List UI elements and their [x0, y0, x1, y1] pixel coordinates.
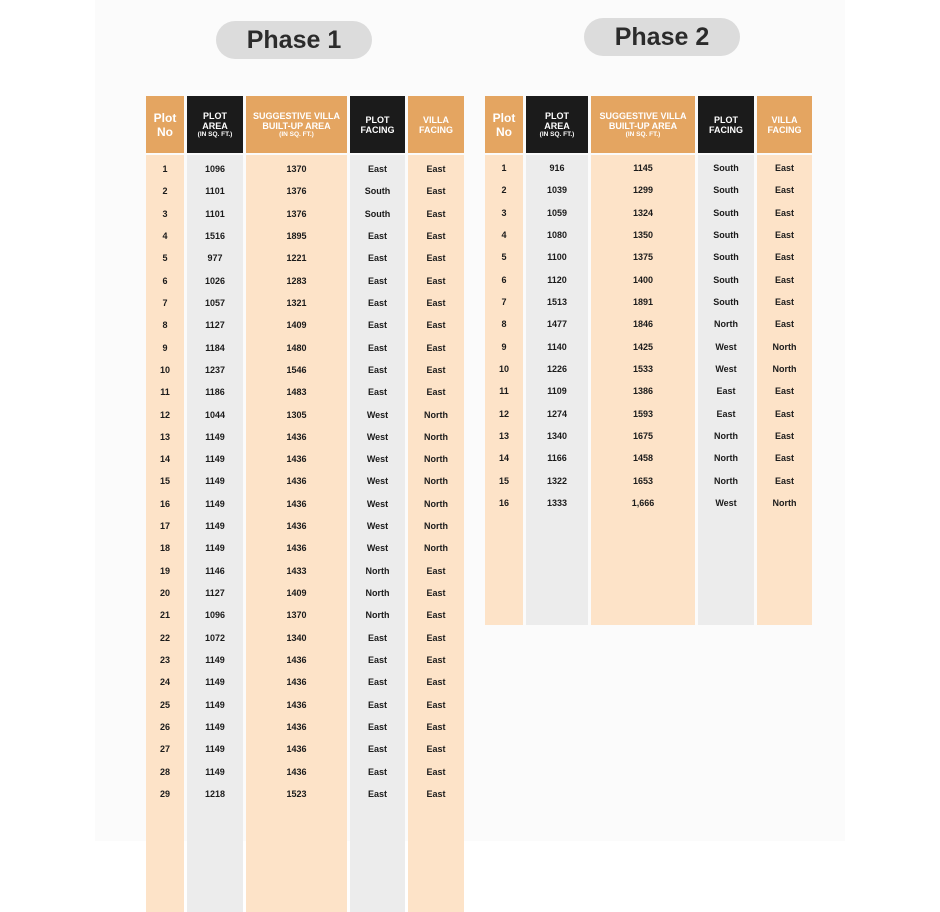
table-cell: East: [426, 320, 446, 331]
table-cell: South: [713, 185, 739, 196]
table-cell: 15: [498, 475, 509, 486]
table-cell: 22: [159, 632, 170, 643]
table-cell: 27: [159, 744, 170, 755]
table-cell: 1350: [632, 229, 654, 240]
phase2-col-plot-no: [485, 96, 523, 625]
table-cell: East: [367, 253, 387, 264]
table-cell: 1436: [286, 476, 307, 487]
table-cell: 1166: [547, 453, 567, 464]
table-cell: East: [426, 387, 446, 398]
table-cell: East: [774, 408, 794, 419]
table-cell: 1127: [205, 320, 225, 331]
phase1-header-villa-area: [246, 96, 347, 153]
table-cell: North: [714, 475, 738, 486]
table-cell: 1436: [286, 655, 307, 666]
table-cell: 1321: [286, 297, 307, 308]
table-cell: 1072: [204, 632, 226, 643]
table-cell: East: [367, 275, 387, 286]
table-cell: West: [715, 341, 737, 352]
table-cell: 1145: [633, 163, 653, 173]
table-cell: North: [424, 476, 448, 487]
table-cell: 1436: [286, 766, 307, 777]
table-cell: East: [426, 230, 446, 241]
table-cell: East: [367, 632, 387, 643]
table-cell: 1409: [286, 588, 307, 599]
header-line: Plot: [492, 110, 516, 125]
table-cell: 20: [159, 588, 170, 599]
table-cell: 1846: [632, 319, 654, 330]
table-cell: 1340: [286, 632, 307, 643]
table-cell: 1305: [286, 409, 307, 420]
table-cell: 13: [498, 430, 509, 441]
table-cell: 916: [549, 163, 565, 173]
table-cell: East: [367, 744, 387, 755]
table-cell: 1436: [286, 722, 307, 732]
table-cell: West: [366, 498, 389, 509]
table-cell: South: [713, 252, 739, 263]
table-cell: West: [715, 363, 737, 374]
table-cell: 19: [159, 565, 170, 576]
table-cell: West: [715, 497, 737, 508]
table-cell: 1436: [286, 699, 307, 710]
table-cell: East: [426, 744, 446, 755]
header-line: PLOT: [714, 114, 738, 125]
table-cell: 1149: [205, 677, 225, 688]
table-cell: 14: [159, 454, 170, 465]
table-cell: 1109: [547, 386, 567, 397]
table-cell: 1400: [632, 274, 654, 285]
table-cell: 1221: [286, 253, 307, 264]
phase1-col-plot-facing: [350, 96, 405, 912]
phase2-header-plot-area: [526, 96, 588, 153]
table-cell: 1274: [546, 408, 568, 419]
table-cell: East: [426, 208, 446, 219]
table-cell: East: [774, 430, 794, 441]
header-line: PLOT: [365, 114, 390, 125]
header-unit: (IN SQ. FT.): [539, 130, 575, 138]
table-cell: East: [367, 164, 387, 174]
table-cell: 1149: [205, 476, 225, 487]
table-cell: North: [772, 363, 797, 374]
table-cell: North: [714, 453, 738, 464]
table-cell: 1101: [205, 208, 225, 219]
table-cell: East: [367, 387, 387, 398]
table-cell: 1436: [286, 498, 307, 509]
table-cell: 1,666: [631, 497, 655, 508]
table-cell: West: [366, 476, 389, 487]
table-cell: 1376: [286, 208, 307, 219]
table-cell: 1226: [546, 363, 568, 374]
table-cell: 1237: [204, 364, 226, 375]
table-cell: 1322: [546, 475, 568, 486]
table-cell: 6: [162, 275, 168, 286]
table-cell: 1483: [286, 387, 307, 398]
table-cell: 1477: [546, 319, 568, 330]
table-cell: North: [365, 588, 390, 599]
phase2-header-villa-facing: [757, 96, 812, 153]
table-cell: North: [424, 543, 448, 554]
table-cell: East: [367, 788, 387, 799]
table-cell: East: [426, 253, 446, 264]
table-cell: 1120: [547, 274, 567, 285]
table-cell: 1433: [286, 565, 307, 576]
table-cell: East: [426, 297, 446, 308]
header-line: AREA: [202, 120, 228, 131]
table-cell: 8: [162, 320, 168, 331]
table-cell: North: [365, 610, 390, 621]
table-cell: 6: [501, 274, 507, 285]
table-cell: 1523: [286, 788, 307, 799]
table-cell: East: [426, 766, 446, 777]
table-cell: 7: [162, 297, 168, 308]
table-cell: East: [774, 274, 794, 285]
table-cell: 1096: [204, 610, 226, 621]
table-cell: 3: [162, 208, 168, 219]
phase1-col-plot-area: [187, 96, 243, 912]
header-line: BUILT-UP AREA: [608, 120, 678, 131]
table-cell: South: [713, 296, 739, 307]
table-cell: East: [426, 588, 446, 599]
phase2-col-villa-facing: [757, 96, 812, 625]
table-cell: 1386: [632, 386, 654, 397]
table-cell: East: [716, 408, 736, 419]
table-cell: North: [424, 431, 448, 442]
phase1-title: Phase 1: [216, 21, 372, 59]
table-cell: 1149: [205, 454, 225, 465]
header-line: FACING: [767, 124, 802, 135]
table-cell: East: [367, 722, 387, 732]
table-cell: 1149: [205, 699, 225, 710]
table-cell: East: [367, 230, 387, 241]
table-cell: East: [426, 699, 446, 710]
table-cell: North: [772, 341, 797, 352]
header-line: No: [157, 124, 173, 139]
table-cell: 5: [501, 252, 507, 263]
table-cell: 16: [159, 498, 170, 509]
table-cell: East: [426, 565, 446, 576]
table-cell: East: [774, 163, 794, 173]
table-cell: South: [713, 274, 739, 285]
table-cell: East: [774, 252, 794, 263]
table-cell: East: [367, 677, 387, 688]
table-cell: 23: [159, 655, 170, 666]
table-cell: 1425: [632, 341, 654, 352]
table-cell: East: [367, 699, 387, 710]
header-unit: (IN SQ. FT.): [279, 130, 314, 138]
table-cell: 1436: [286, 744, 307, 755]
table-cell: 1436: [286, 543, 307, 554]
table-cell: East: [774, 386, 794, 397]
phase1-header-plot-no: [146, 96, 184, 153]
table-cell: East: [426, 186, 446, 197]
table-cell: 12: [159, 409, 170, 420]
table-cell: South: [713, 207, 739, 218]
header-line: BUILT-UP AREA: [262, 120, 331, 131]
table-cell: 1149: [205, 498, 225, 509]
phase1-header-villa-facing: [408, 96, 464, 153]
phase2-header-plot-facing: [698, 96, 754, 153]
table-cell: 1149: [205, 431, 225, 442]
table-cell: 1283: [286, 275, 307, 286]
table-cell: East: [426, 677, 446, 688]
table-cell: 1409: [286, 320, 307, 331]
table-cell: 1186: [205, 387, 225, 398]
table-cell: 1370: [286, 610, 307, 621]
table-cell: 9: [501, 341, 507, 352]
table-cell: North: [424, 409, 448, 420]
table-cell: East: [367, 655, 387, 666]
phase2-col-plot-area: [526, 96, 588, 625]
table-cell: 1100: [547, 252, 567, 263]
table-cell: 1149: [205, 766, 225, 777]
table-cell: 1059: [546, 207, 568, 218]
table-cell: 1: [501, 163, 507, 173]
table-cell: East: [716, 386, 736, 397]
table-cell: 29: [159, 788, 170, 799]
phase2-col-plot-facing: [698, 96, 754, 625]
phase1-header-plot-area: [187, 96, 243, 153]
table-cell: 15: [159, 476, 170, 487]
table-cell: East: [426, 655, 446, 666]
table-cell: 9: [162, 342, 168, 353]
table-cell: East: [774, 185, 794, 196]
table-cell: 1533: [632, 363, 654, 374]
phase2-col-villa-area: [591, 96, 695, 625]
header-line: VILLA: [423, 114, 449, 125]
table-cell: 1149: [205, 655, 225, 666]
table-cell: 25: [159, 699, 170, 710]
table-cell: 4: [162, 230, 168, 241]
table-cell: 1140: [547, 341, 567, 352]
phase1-col-villa-area: [246, 96, 347, 912]
table-cell: 1096: [204, 164, 226, 174]
table-cell: East: [774, 229, 794, 240]
table-cell: 1370: [286, 164, 307, 174]
table-cell: South: [364, 186, 391, 197]
table-cell: 1675: [632, 430, 654, 441]
table-cell: East: [367, 320, 387, 331]
table-cell: 1146: [205, 565, 225, 576]
phase1-col-plot-no: [146, 96, 184, 912]
table-cell: 1324: [632, 207, 654, 218]
table-cell: 1480: [286, 342, 307, 353]
table-cell: 1895: [286, 230, 307, 241]
table-cell: 1184: [205, 342, 225, 353]
table-cell: East: [426, 788, 446, 799]
table-cell: 1458: [632, 453, 654, 464]
table-cell: 3: [501, 207, 507, 218]
header-line: PLOT: [203, 110, 227, 121]
table-cell: 1080: [546, 229, 568, 240]
phase1-col-villa-facing: [408, 96, 464, 912]
table-cell: 1546: [286, 364, 307, 375]
header-line: AREA: [544, 120, 570, 131]
table-cell: East: [774, 296, 794, 307]
table-cell: 1299: [632, 185, 654, 196]
table-cell: 1149: [205, 722, 225, 732]
table-cell: North: [772, 497, 797, 508]
table-cell: 7: [501, 296, 507, 307]
header-line: PLOT: [545, 110, 569, 121]
header-line: VILLA: [771, 114, 798, 125]
table-cell: 11: [499, 386, 509, 397]
table-cell: 1026: [204, 275, 226, 286]
table-cell: 1057: [204, 297, 226, 308]
table-cell: South: [713, 163, 739, 173]
phase2-header-villa-area: [591, 96, 695, 153]
table-cell: 1340: [546, 430, 568, 441]
table-cell: 12: [498, 408, 509, 419]
table-cell: East: [367, 766, 387, 777]
table-cell: 8: [501, 319, 507, 330]
table-cell: 16: [498, 497, 509, 508]
header-line: Plot: [153, 110, 177, 125]
table-cell: East: [774, 453, 794, 464]
table-cell: East: [426, 164, 446, 174]
table-cell: East: [367, 342, 387, 353]
header-line: FACING: [360, 124, 395, 135]
table-cell: East: [367, 297, 387, 308]
table-cell: 1333: [546, 497, 568, 508]
table-cell: 1149: [205, 521, 225, 532]
table-cell: 1593: [632, 408, 654, 419]
header-line: FACING: [708, 124, 743, 135]
table-cell: 10: [159, 364, 170, 375]
table-cell: 18: [159, 543, 170, 554]
table-cell: North: [714, 319, 738, 330]
table-cell: 1516: [204, 230, 226, 241]
table-cell: East: [426, 610, 446, 621]
table-cell: South: [713, 229, 739, 240]
table-cell: 14: [498, 453, 509, 464]
table-cell: 1127: [205, 588, 225, 599]
table-cell: North: [424, 454, 448, 465]
table-cell: 2: [501, 185, 507, 196]
table-cell: 1101: [205, 186, 225, 197]
table-cell: West: [366, 521, 389, 532]
table-cell: 1436: [286, 454, 307, 465]
table-cell: 1375: [632, 252, 654, 263]
table-cell: East: [426, 342, 446, 353]
table-cell: East: [426, 275, 446, 286]
table-cell: East: [426, 722, 446, 732]
table-cell: 1218: [204, 788, 226, 799]
table-cell: North: [365, 565, 390, 576]
table-cell: East: [426, 632, 446, 643]
table-cell: East: [426, 364, 446, 375]
table-cell: 1039: [546, 185, 568, 196]
table-cell: West: [366, 431, 389, 442]
table-cell: West: [366, 454, 389, 465]
table-cell: 11: [160, 387, 170, 398]
table-cell: 1149: [205, 543, 225, 554]
header-line: SUGGESTIVE VILLA: [252, 110, 340, 121]
table-cell: 1653: [632, 475, 654, 486]
header-line: FACING: [418, 124, 453, 135]
table-cell: 1044: [204, 409, 226, 420]
table-cell: 13: [159, 431, 170, 442]
table-cell: 1436: [286, 521, 307, 532]
table-cell: East: [367, 364, 387, 375]
table-cell: 1376: [286, 186, 307, 197]
table-cell: North: [424, 498, 448, 509]
table-cell: 24: [159, 677, 170, 688]
table-cell: 1: [162, 164, 168, 174]
table-cell: 977: [207, 253, 223, 264]
table-cell: West: [366, 409, 389, 420]
table-cell: 5: [162, 253, 168, 264]
table-cell: 17: [159, 521, 170, 532]
table-cell: 1436: [286, 431, 307, 442]
table-cell: 4: [501, 229, 507, 240]
header-line: SUGGESTIVE VILLA: [599, 110, 687, 121]
table-cell: East: [774, 475, 794, 486]
table-cell: 1891: [632, 296, 654, 307]
header-line: No: [496, 124, 512, 139]
table-cell: 1513: [546, 296, 568, 307]
table-cell: East: [774, 207, 794, 218]
phase2-title: Phase 2: [584, 18, 740, 56]
header-unit: (IN SQ. FT.): [625, 130, 661, 138]
table-cell: East: [774, 319, 794, 330]
table-cell: 21: [159, 610, 170, 621]
table-cell: West: [366, 543, 389, 554]
table-cell: 1149: [205, 744, 225, 755]
table-cell: 10: [498, 363, 509, 374]
table-cell: 1436: [286, 677, 307, 688]
table-cell: 2: [162, 186, 168, 197]
phase1-header-plot-facing: [350, 96, 405, 153]
table-cell: North: [714, 430, 738, 441]
header-unit: (IN SQ. FT.): [197, 130, 233, 138]
table-cell: 26: [159, 722, 170, 732]
table-cell: South: [364, 208, 391, 219]
phase2-header-plot-no: [485, 96, 523, 153]
table-cell: 28: [159, 766, 170, 777]
table-cell: North: [424, 521, 448, 532]
